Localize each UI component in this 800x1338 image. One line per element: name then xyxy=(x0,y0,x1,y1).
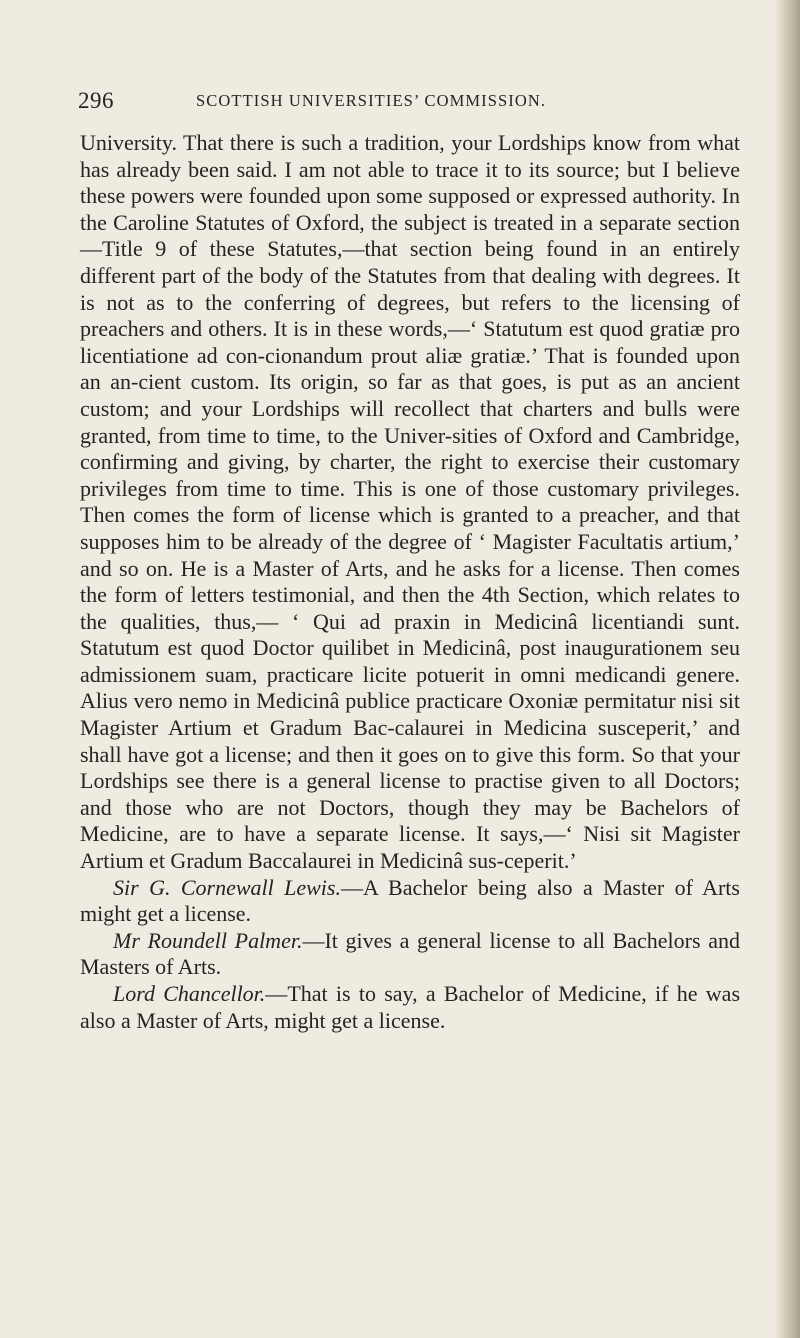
speaker-name: Lord Chancellor. xyxy=(113,981,266,1006)
paragraph-text: —A Bachelor being also a Master of Arts might get a license. xyxy=(80,874,740,927)
paragraph-text: University. That there is such a tradition, your Lordships know from what has already been said. I am not able to trace it to its source; but I believe these powers were founded upon some supposed or expressed authority. In the Caroline Statutes of Oxford, the subject is treated in a separate section—Title 9 of these Statutes,—that section being found in an entirely different part of the body of the Statutes from that dealing with degrees. It is not as to the conferring of degrees, but refers to the licensing of preachers and others. It is in these words,—‘ Statutum est quod gratiæ pro licentiatione ad con-cionandum prout aliæ gratiæ.’ That is founded upon an an-cient custom. Its origin, so far as that goes, is put as an ancient custom; and your Lordships will recollect that charters and bulls were granted, from time to time, to the Univer-sities of Oxford and Cambridge, confirming and giving, by charter, the right to exercise their customary privileges from time to time. This is one of those customary privileges. Then comes the form of license which is granted to a preacher, and that supposes him to be already of the degree of ‘ Magister Facultatis artium,’ and so on. He is a Master of Arts, and he asks for a license. Then comes the form of letters testimonial, and then the 4th Section, which relates to the qualities, thus,— ‘ Qui ad praxin in Medicinâ licentiandi sunt. Statutum est quod Doctor quilibet in Medicinâ, post inaugurationem seu admissionem suam, practicare licite potuerit in omni medicandi genere. Alius vero nemo in Medicinâ publice practicare Oxoniæ permitatur nisi sit Magister Artium et Gradum Bac-calaurei in Medicina susceperit,’ and shall have got a license; and then it goes on to give this form. So that your Lordships see there is a general license to practise given to all Doctors; and those who are not Doctors, though they may be Bachelors of Medicine, are to have a separate license. It says,—‘ Nisi sit Magister Artium et Gradum Baccalaurei in Medicinâ sus-ceperit.’ xyxy=(80,130,740,874)
paragraph-text: —That is to say, a Bachelor of Medicine, if he was also a Master of Arts, might get a license. xyxy=(80,981,741,1033)
paragraph-text: —It gives a general license to all Bachelors and Masters of Arts. xyxy=(80,927,740,980)
paragraph xyxy=(80,875,740,928)
paragraph xyxy=(80,928,740,981)
page-number: 296 xyxy=(78,88,114,113)
running-title: SCOTTISH UNIVERSITIES’ COMMISSION. xyxy=(196,91,547,110)
page-header xyxy=(78,88,740,112)
page-edge-shadow xyxy=(776,0,800,1338)
speaker-name: Sir G. Cornewall Lewis. xyxy=(113,874,341,900)
speaker-name: Mr Roundell Palmer. xyxy=(113,927,303,953)
paragraph xyxy=(80,130,740,875)
paragraph xyxy=(80,981,740,1034)
body-text xyxy=(80,130,740,1034)
